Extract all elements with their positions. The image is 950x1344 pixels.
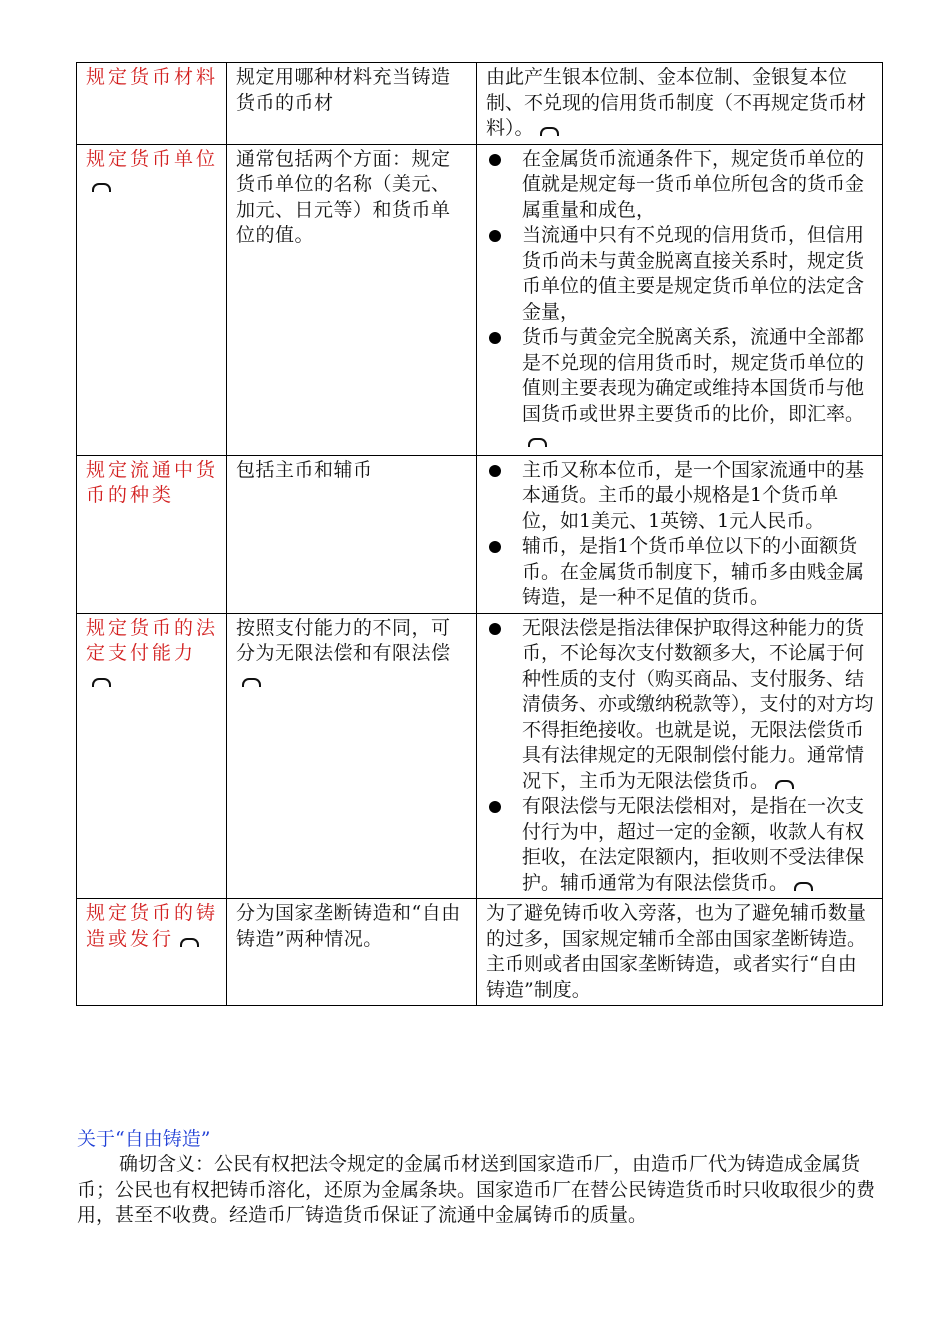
table-row bbox=[77, 144, 883, 455]
row-desc-text: 按照支付能力的不同，可分为无限法偿和有限法偿 bbox=[236, 616, 451, 664]
row-item-label: 规定货币材料 bbox=[86, 66, 219, 88]
edit-mark-icon bbox=[794, 882, 813, 891]
row-detail-cell bbox=[477, 899, 883, 1006]
row-item-label: 规定流通中货币的种类 bbox=[86, 458, 219, 506]
list-item bbox=[486, 147, 874, 224]
row-desc-cell bbox=[227, 455, 477, 613]
row-desc-cell bbox=[227, 144, 477, 455]
row-detail-text: 由此产生银本位制、金本位制、金银复本位制、不兑现的信用货币制度（不再规定货币材料）。 bbox=[486, 66, 867, 139]
list-item bbox=[486, 458, 874, 535]
bullet-text: 无限法偿是指法律保护取得这种能力的货币，不论每次支付数额多大，不论属于何种性质的支付（购买商品、支付服务、结清债务、亦或缴纳税款等），支付的对方均不得拒绝接收。也就是说，无限法偿货币具有法律规定的无限制偿付能力。通常情况下，主币为无限法偿货币。 bbox=[522, 616, 874, 792]
edit-mark-icon bbox=[775, 780, 794, 789]
note-paragraph: 确切含义：公民有权把法令规定的金属币材送到国家造币厂，由造币厂代为铸造成金属货币；公民也有权把铸币溶化，还原为金属条块。国家造币厂在替公民铸造货币时只收取很少的费用，甚至不收费。经造币厂铸造货币保证了流通中金属铸币的质量。 bbox=[77, 1153, 876, 1226]
edit-mark-icon bbox=[92, 678, 111, 687]
list-item bbox=[486, 325, 874, 453]
list-item bbox=[486, 616, 874, 795]
row-desc-cell bbox=[227, 63, 477, 145]
row-item-cell bbox=[77, 455, 227, 613]
bullet-text: 货币与黄金完全脱离关系，流通中全部都是不兑现的信用货币时，规定货币单位的值则主要表现为确定或维持本国货币与他国货币或世界主要货币的比价，即汇率。 bbox=[522, 326, 865, 425]
bullet-list bbox=[486, 147, 874, 453]
edit-mark-icon bbox=[242, 678, 261, 687]
edit-mark-icon bbox=[540, 127, 559, 136]
row-item-cell bbox=[77, 899, 227, 1006]
row-item-cell bbox=[77, 144, 227, 455]
row-item-label: 规定货币单位 bbox=[86, 147, 219, 170]
row-detail-cell bbox=[477, 144, 883, 455]
row-item-label: 规定货币的铸造或发行 bbox=[86, 902, 219, 950]
row-desc-text: 包括主币和辅币 bbox=[236, 458, 373, 481]
bullet-list bbox=[486, 458, 874, 611]
bullet-text: 有限法偿与无限法偿相对，是指在一次支付行为中，超过一定的金额，收款人有权拒收，在法定限额内，拒收则不受法律保护。辅币通常为有限法偿货币。 bbox=[522, 795, 865, 894]
row-desc-cell bbox=[227, 899, 477, 1006]
note-heading: 关于“自由铸造” bbox=[77, 1128, 211, 1150]
row-item-cell bbox=[77, 63, 227, 145]
bullet-text: 主币又称本位币，是一个国家流通中的基本通货。主币的最小规格是1个货币单位，如1美元、1英镑、1元人民币。 bbox=[522, 458, 865, 532]
table-row bbox=[77, 455, 883, 613]
table-row bbox=[77, 63, 883, 145]
monetary-system-table bbox=[76, 62, 883, 1006]
row-detail-cell bbox=[477, 455, 883, 613]
bullet-text: 在金属货币流通条件下，规定货币单位的值就是规定每一货币单位所包含的货币金属重量和成色， bbox=[522, 147, 865, 221]
row-detail-text: 为了避免铸币收入旁落，也为了避免辅币数量的过多，国家规定辅币全部由国家垄断铸造。主币则或者由国家垄断铸造，或者实行“自由铸造”制度。 bbox=[486, 902, 867, 1001]
edit-mark-icon bbox=[528, 438, 547, 447]
row-desc-text: 通常包括两个方面：规定货币单位的名称（美元、加元、日元等）和货币单位的值。 bbox=[236, 147, 451, 246]
row-detail-cell bbox=[477, 63, 883, 145]
bullet-list bbox=[486, 616, 874, 897]
bullet-text: 辅币，是指1个货币单位以下的小面额货币。在金属货币制度下，辅币多由贱金属铸造，是一种不足值的货币。 bbox=[522, 535, 865, 608]
list-item bbox=[486, 794, 874, 896]
list-item bbox=[486, 223, 874, 325]
bullet-text: 当流通中只有不兑现的信用货币，但信用货币尚未与黄金脱离直接关系时，规定货币单位的值主要是规定货币单位的法定含金量， bbox=[522, 224, 865, 323]
list-item bbox=[486, 534, 874, 611]
table-row bbox=[77, 899, 883, 1006]
row-item-cell bbox=[77, 613, 227, 899]
row-desc-text: 规定用哪种材料充当铸造货币的币材 bbox=[236, 66, 451, 114]
row-detail-cell bbox=[477, 613, 883, 899]
row-desc-text: 分为国家垄断铸造和“自由铸造”两种情况。 bbox=[236, 902, 461, 950]
row-item-label: 规定货币的法定支付能力 bbox=[86, 616, 219, 664]
table-row bbox=[77, 613, 883, 899]
edit-mark-icon bbox=[180, 938, 199, 947]
row-desc-cell bbox=[227, 613, 477, 899]
edit-mark-icon bbox=[92, 183, 111, 192]
